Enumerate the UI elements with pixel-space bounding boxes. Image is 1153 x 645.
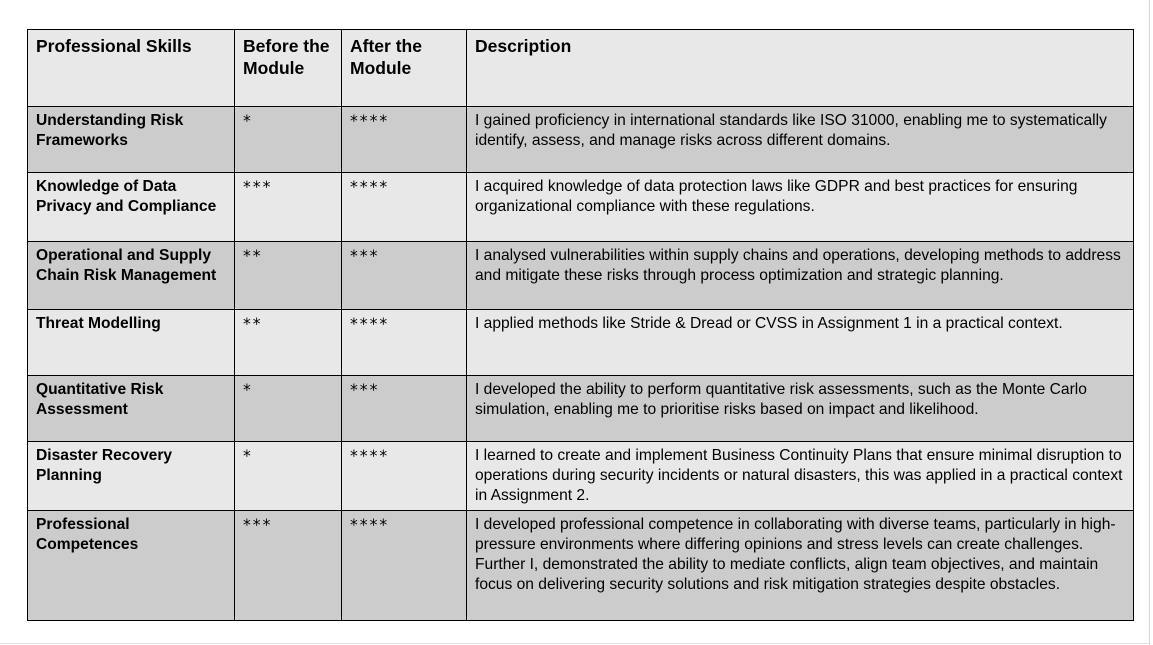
rating-after: **** bbox=[342, 310, 467, 376]
header-professional-skills: Professional Skills bbox=[28, 30, 235, 107]
table-row bbox=[28, 310, 1134, 376]
rating-before: *** bbox=[235, 173, 342, 242]
rating-after: **** bbox=[342, 511, 467, 621]
rating-before: * bbox=[235, 376, 342, 442]
table-row bbox=[28, 442, 1134, 511]
rating-after: **** bbox=[342, 173, 467, 242]
header-before-module: Before the Module bbox=[235, 30, 342, 107]
rating-before: ** bbox=[235, 310, 342, 376]
skill-name: Threat Modelling bbox=[28, 310, 235, 376]
skill-description: I gained proficiency in international standards like ISO 31000, enabling me to systematically identify, assess, and manage risks across different domains. bbox=[467, 107, 1134, 173]
skill-description: I acquired knowledge of data protection laws like GDPR and best practices for ensuring organizational compliance with these regulations. bbox=[467, 173, 1134, 242]
table-row bbox=[28, 511, 1134, 621]
skill-description: I applied methods like Stride & Dread or CVSS in Assignment 1 in a practical context. bbox=[467, 310, 1134, 376]
rating-after: *** bbox=[342, 376, 467, 442]
skill-name: Disaster Recovery Planning bbox=[28, 442, 235, 511]
rating-before: * bbox=[235, 107, 342, 173]
table-row bbox=[28, 376, 1134, 442]
skill-description: I developed professional competence in collaborating with diverse teams, particularly in high-pressure environments where differing opinions and stress levels can create challenges. Further I, demonstrated the ability to mediate conflicts, align team objectives, and maintain focus on delivering security solutions and risk mitigation strategies despite obstacles. bbox=[467, 511, 1134, 621]
rating-after: **** bbox=[342, 107, 467, 173]
rating-after: **** bbox=[342, 442, 467, 511]
rating-before: *** bbox=[235, 511, 342, 621]
table-row bbox=[28, 242, 1134, 310]
rating-before: ** bbox=[235, 242, 342, 310]
header-after-module: After the Module bbox=[342, 30, 467, 107]
skill-name: Quantitative Risk Assessment bbox=[28, 376, 235, 442]
table-row bbox=[28, 173, 1134, 242]
skill-description: I developed the ability to perform quantitative risk assessments, such as the Monte Carlo simulation, enabling me to prioritise risks based on impact and likelihood. bbox=[467, 376, 1134, 442]
skill-name: Understanding Risk Frameworks bbox=[28, 107, 235, 173]
page-edge bbox=[0, 643, 1150, 644]
skill-description: I analysed vulnerabilities within supply chains and operations, developing methods to address and mitigate these risks through process optimization and strategic planning. bbox=[467, 242, 1134, 310]
header-description: Description bbox=[467, 30, 1134, 107]
rating-after: *** bbox=[342, 242, 467, 310]
table-header-row bbox=[28, 30, 1134, 107]
skills-table bbox=[27, 29, 1134, 621]
page-edge bbox=[1149, 0, 1150, 645]
skill-name: Knowledge of Data Privacy and Compliance bbox=[28, 173, 235, 242]
skill-description: I learned to create and implement Business Continuity Plans that ensure minimal disruption to operations during security incidents or natural disasters, this was applied in a practical context in Assignment 2. bbox=[467, 442, 1134, 511]
rating-before: * bbox=[235, 442, 342, 511]
skill-name: Operational and Supply Chain Risk Management bbox=[28, 242, 235, 310]
table-row bbox=[28, 107, 1134, 173]
skill-name: Professional Competences bbox=[28, 511, 235, 621]
